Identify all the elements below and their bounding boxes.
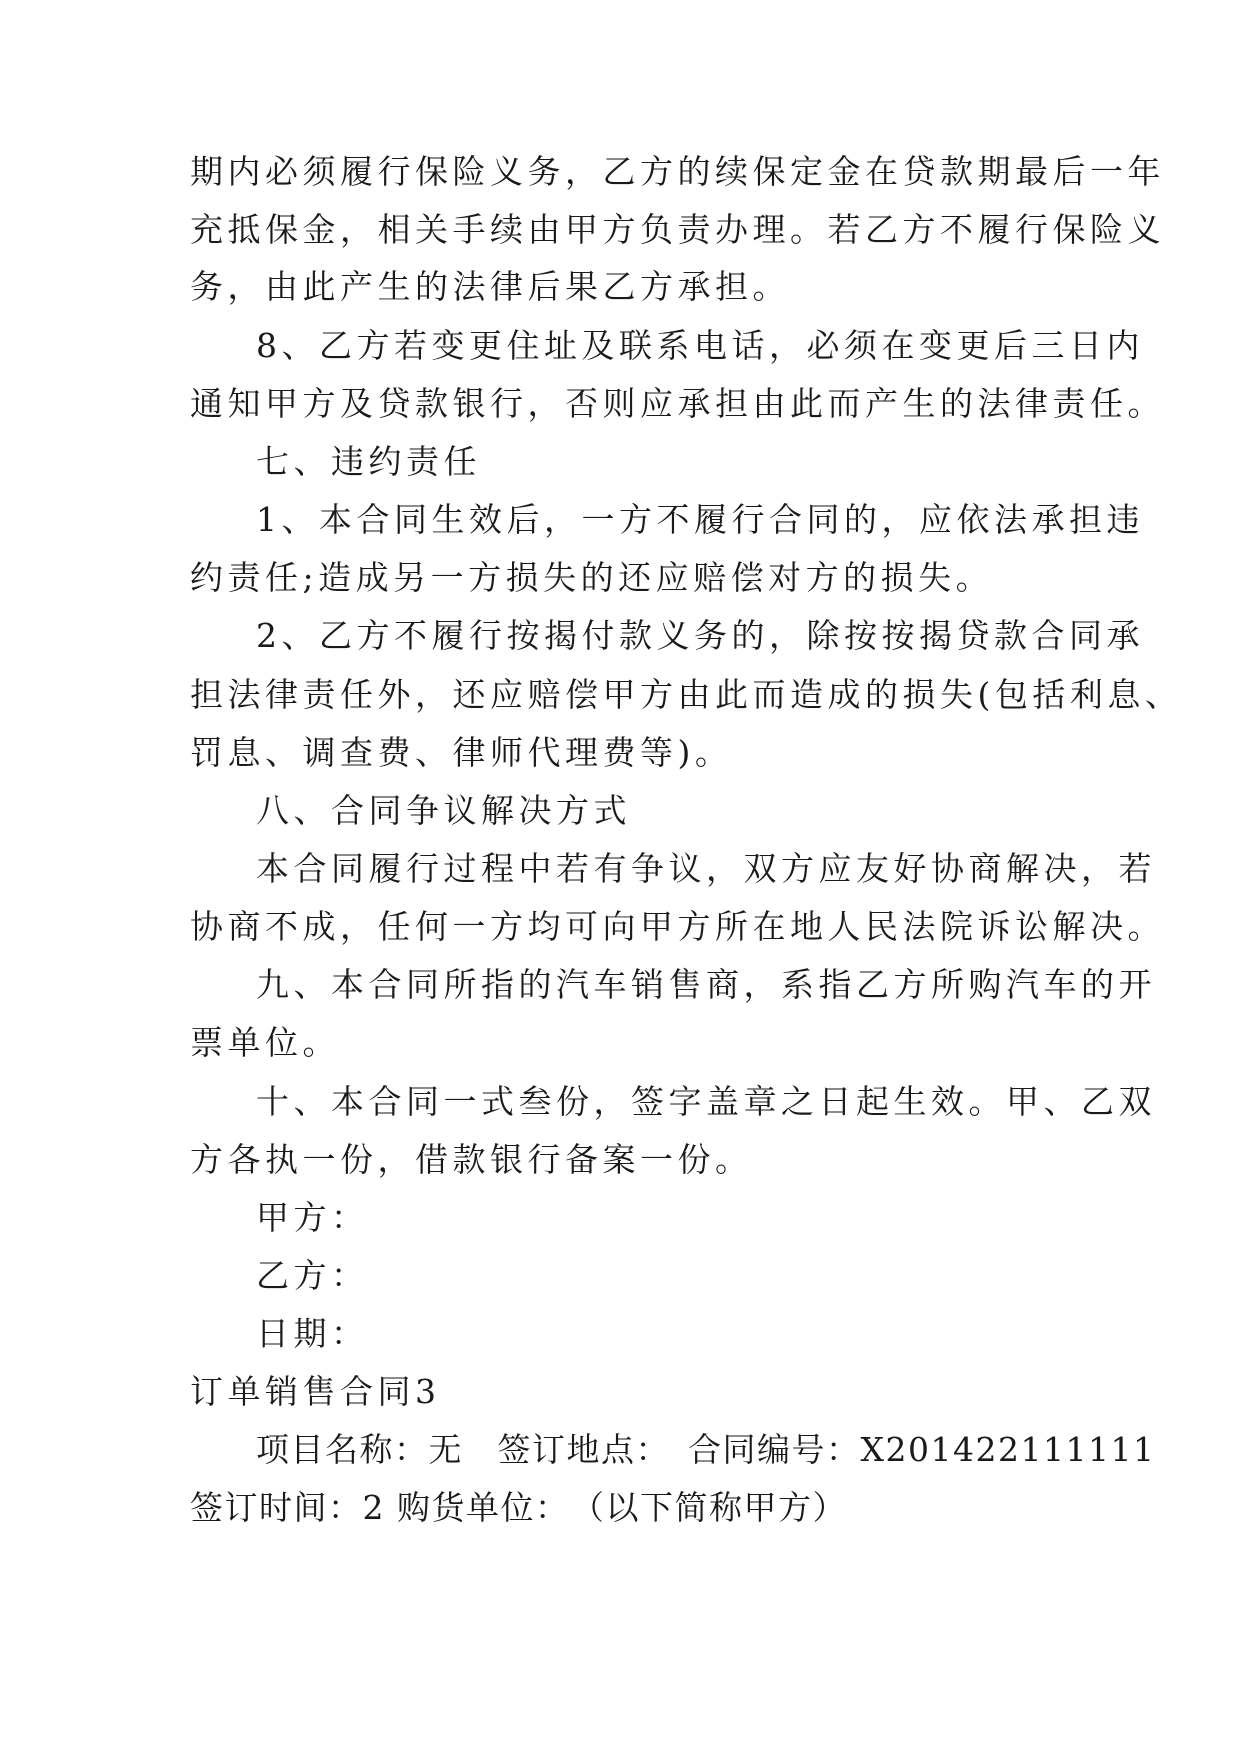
paragraph-line: 务，由此产生的法律后果乙方承担。 xyxy=(190,267,790,306)
paragraph-line: 2、乙方不履行按揭付款义务的，除按按揭贷款合同承 xyxy=(256,616,1144,655)
paragraph-line: 充抵保金，相关手续由甲方负责办理。若乙方不履行保险义 xyxy=(190,210,1165,249)
section-heading: 八、合同争议解决方式 xyxy=(256,791,631,830)
paragraph-line: 罚息、调查费、律师代理费等)。 xyxy=(190,733,733,772)
paragraph-line: 方各执一份，借款银行备案一份。 xyxy=(190,1140,753,1179)
paragraph-line: 通知甲方及贷款银行，否则应承担由此而产生的法律责任。 xyxy=(190,384,1165,423)
paragraph-line: 担法律责任外，还应赔偿甲方由此而造成的损失(包括利息、 xyxy=(190,675,1183,714)
document-title: 订单销售合同3 xyxy=(190,1372,441,1411)
signature-party-b: 乙方： xyxy=(256,1256,369,1295)
signature-date: 日期： xyxy=(256,1314,369,1353)
paragraph-line: 九、本合同所指的汽车销售商，系指乙方所购汽车的开 xyxy=(256,965,1156,1004)
signature-party-a: 甲方： xyxy=(256,1198,369,1237)
contract-info-line: 项目名称：无 签订地点： 合同编号：X201422111111 xyxy=(256,1430,1156,1469)
paragraph-line: 本合同履行过程中若有争议，双方应友好协商解决，若 xyxy=(256,849,1156,888)
contract-info-line: 签订时间：2 购货单位： （以下简称甲方） xyxy=(190,1488,847,1527)
paragraph-line: 期内必须履行保险义务，乙方的续保定金在贷款期最后一年 xyxy=(190,152,1165,191)
paragraph-line: 1、本合同生效后，一方不履行合同的，应依法承担违 xyxy=(256,500,1144,539)
paragraph-line: 协商不成，任何一方均可向甲方所在地人民法院诉讼解决。 xyxy=(190,907,1165,946)
section-heading: 七、违约责任 xyxy=(256,442,481,481)
paragraph-line: 票单位。 xyxy=(190,1023,340,1062)
paragraph-line: 十、本合同一式叁份，签字盖章之日起生效。甲、乙双 xyxy=(256,1082,1156,1121)
paragraph-line: 约责任;造成另一方损失的还应赔偿对方的损失。 xyxy=(190,558,994,597)
paragraph-line: 8、乙方若变更住址及联系电话，必须在变更后三日内 xyxy=(256,326,1144,365)
